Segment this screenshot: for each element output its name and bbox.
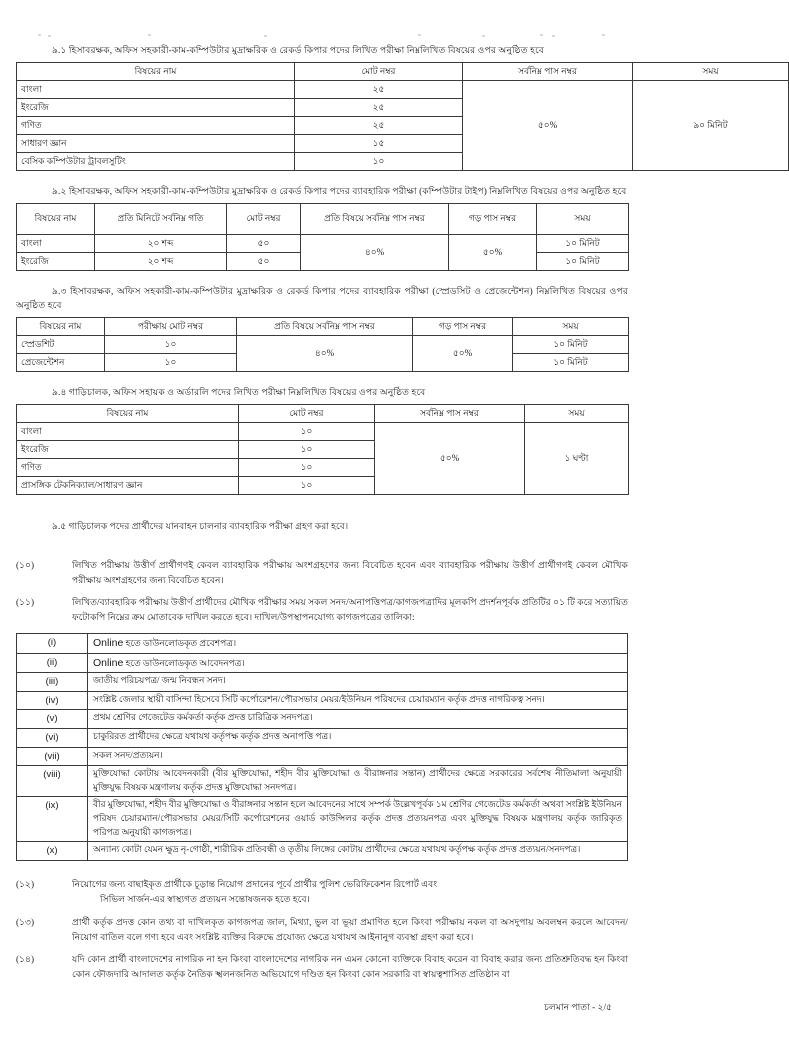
col-total-marks: পরীক্ষায় মোট নম্বর (105, 317, 237, 335)
col-subject-name: বিষয়ের নাম (17, 317, 105, 335)
col-total-marks: মোট নম্বর (239, 404, 375, 422)
row-text (88, 634, 628, 653)
exam-table-9-2 (16, 203, 629, 271)
col-duration: সময় (525, 404, 629, 422)
list-item (17, 653, 628, 672)
row-text: অন্যান্য কোটা যেমন ক্ষুদ্র নৃ-গোষ্ঠী, শারীরিক প্রতিবন্ধী ও তৃতীয় লিঙ্গের কোটায় প্রার্থীদের ক্ষেত্রে যথাযথ কর্তৃপক্ষ কর্তৃক প্রদত্ত প্রত্যয়ন/সনদপত্র। (88, 842, 628, 861)
section-heading-9-3: ৯.৩ হিসাবরক্ষক, অফিস সহকারী-কাম-কম্পিউটার মুদ্রাক্ষরিক ও রেকর্ড কিপার পদের ব্যাবহারিক পরীক্ষা (স্প্রেডসিট ও প্রেজেন্টেশন) নিম্নলিখিত বিষয়ের ওপর অনুষ্ঠিত হবে (16, 285, 628, 310)
spacer (16, 509, 628, 519)
cell-subject: স্প্রেডশিট (17, 335, 105, 353)
col-subject-name: বিষয়ের নাম (17, 404, 239, 422)
col-average-pass: গড় পাস নম্বর (449, 203, 537, 234)
list-item (17, 797, 628, 842)
row-numeral: (iv) (17, 691, 88, 710)
cell-duration: ৯০ মিনিট (633, 80, 789, 170)
cell-speed: ২০ শব্দ (95, 234, 227, 252)
cell-marks: ২৫ (295, 98, 463, 116)
spacer (16, 542, 628, 558)
row-text: জাতীয় পরিচয়পত্র/ জন্ম নিবন্ধন সনদ। (88, 672, 628, 691)
exam-table-9-4 (16, 404, 629, 495)
cell-subject: বাংলা (17, 234, 95, 252)
col-subject-pass: প্রতি বিষয়ে সর্বনিম্ন পাস নম্বর (301, 203, 449, 234)
col-total-marks: মোট নম্বর (295, 62, 463, 80)
col-duration: সময় (513, 317, 629, 335)
exam-table-9-1 (16, 62, 789, 171)
clause-number: (১৩) (16, 916, 35, 927)
section-heading-9-1: ৯.১ হিসাবরক্ষক, অফিস সহকারী-কাম-কম্পিউটার মুদ্রাক্ষরিক ও রেকর্ড কিপার পদের লিখিত পরীক্ষা নিম্নলিখিত বিষয়ের ওপর অনুষ্ঠিত হবে (52, 45, 544, 55)
table-row (17, 335, 629, 353)
col-subject-name: বিষয়ের নাম (17, 62, 295, 80)
cell-subject: প্রাসঙ্গিক টেকনিক্যাল/সাধারণ জ্ঞান (17, 476, 239, 494)
row-text: সকল সনদ/প্রত্যয়ন। (88, 747, 628, 766)
cell-subject: বাংলা (17, 80, 295, 98)
cell-average-pass: ৫০% (449, 234, 537, 270)
clause-text: যদি কোন প্রার্থী বাংলাদেশের নাগরিক না হন কিংবা বাংলাদেশের নাগরিক নন এমন কোনো ব্যক্তিকে বিবাহ করেন বা বিবাহ করার জন্য প্রতিশ্রুতিবদ্ধ হন কিংবা কোন ফৌজদারি আদালত কর্তৃক নৈতিক স্খলনজনিত অভিযোগে দণ্ডিত হন কিংবা কোন সরকারি বা স্বায়ত্বশাসিত প্রতিষ্ঠান বা (72, 954, 628, 980)
cell-marks: ১০ (105, 353, 237, 371)
row-text: মুক্তিযোদ্ধা কোটায় আবেদনকারী (বীর মুক্তিযোদ্ধা, শহীদ বীর মুক্তিযোদ্ধা ও বীরাঙ্গনার সন্তান) প্রার্থীদের ক্ষেত্রে সরকারের সর্বশেষ নীতিমালা অনুযায়ী মুক্তিযুদ্ধ বিষয়ক মন্ত্রণালয় কর্তৃক প্রদত্ত মুক্তিযোদ্ধা সনদপত্র। (88, 766, 628, 797)
table-header-row (17, 62, 789, 80)
list-item (17, 728, 628, 747)
exam-table-9-3 (16, 317, 629, 372)
row-text-latin: Online (93, 656, 124, 669)
section-heading-9-4: ৯.৪ গাড়িচালক, অফিস সহায়ক ও অর্ডারলি পদের লিখিত পরীক্ষা নিম্নলিখিত বিষয়ের ওপর অনুষ্ঠিত হবে (52, 386, 426, 397)
clause-text: লিখিত পরীক্ষায় উত্তীর্ণ প্রার্থীগণই কেবল ব্যাবহারিক পরীক্ষায় অংশগ্রহণের জন্য বিবেচিত হবেন এবং ব্যাবহারিক পরীক্ষায় উত্তীর্ণ প্রার্থীগণই কেবল মৌখিক পরীক্ষায় অংশগ্রহণের জন্য বিবেচিত হবেন। (72, 559, 628, 585)
list-item (17, 634, 628, 653)
cell-marks: ৫০ (227, 234, 301, 252)
document-body (16, 44, 728, 990)
row-text: বীর মুক্তিযোদ্ধা, শহীদ বীর মুক্তিযোদ্ধা ও বীরাঙ্গনার সন্তান হলে আবেদনের সাথে সম্পর্ক উল্লেখপূর্বক ১ম শ্রেণির গেজেটেড কর্মকর্তা অথবা সংশ্লিষ্ট ইউনিয়ন পরিষদ চেয়ারম্যান/পৌরসভার মেয়র/সিটি কর্পোরেশনের ওয়ার্ড কাউন্সিলর কর্তৃক প্রদত্ত প্রত্যয়নপত্র এবং মুক্তিযুদ্ধ বিষয়ক মন্ত্রণালয় কর্তৃক জারিকৃত পরিপত্র অনুযায়ী কাগজপত্র। (88, 797, 628, 842)
cell-subject: ইংরেজি (17, 98, 295, 116)
clause-number: (১৪) (16, 954, 35, 965)
table-row (17, 234, 629, 252)
col-average-pass: গড় পাস নম্বর (413, 317, 513, 335)
cell-subject-pass: ৪০% (237, 335, 413, 371)
cell-marks: ১৫ (295, 134, 463, 152)
clause-number: (১০) (16, 559, 35, 570)
table-row (17, 80, 789, 98)
cell-marks: ১০ (105, 335, 237, 353)
row-text-latin: Online (93, 637, 124, 650)
cell-subject: সাধারণ জ্ঞান (17, 134, 295, 152)
clause-11 (16, 595, 628, 625)
cell-average-pass: ৫০% (413, 335, 513, 371)
cell-marks: ২৫ (295, 116, 463, 134)
cell-duration: ১০ মিনিট (537, 234, 629, 252)
row-numeral: (v) (17, 710, 88, 729)
row-numeral: (viii) (17, 766, 88, 797)
page-continuation-note: চলমান পাতা - ২/৫ (544, 1002, 612, 1012)
table-header-row (17, 203, 629, 234)
list-item (17, 691, 628, 710)
row-text: চাকুরিরত প্রার্থীদের ক্ষেত্রে যথাযথ কর্তৃপক্ষ কর্তৃক প্রদত্ত অনাপত্তি পত্র। (88, 728, 628, 747)
section-heading-9-2: ৯.২ হিসাবরক্ষক, অফিস সহকারী-কাম-কম্পিউটার মুদ্রাক্ষরিক ও রেকর্ড কিপার পদের ব্যাবহারিক পরীক্ষা (কম্পিউটার টাইপ) নিম্নলিখিত বিষয়ের ওপর অনুষ্ঠিত হবে (52, 186, 627, 197)
clause-text: প্রার্থী কর্তৃক প্রদত্ত কোন তথ্য বা দাখিলকৃত কাগজপত্র জাল, মিথ্যা, ভুল বা ভূয়া প্রমাণিত হলে কিংবা পরীক্ষায় নকল বা অসদুপায় অবলম্বন করলে আবেদন/নিয়োগ বাতিল বলে গণ্য হবে এবং সংশ্লিষ্ট ব্যক্তির বিরুদ্ধে প্রযোজ্য ক্ষেত্রে যথাযথ আইনানুগ ব্যবস্থা গ্রহণ করা হবে। (72, 916, 628, 942)
clause-14 (16, 952, 628, 982)
clause-10 (16, 558, 628, 588)
row-text (88, 653, 628, 672)
cell-pass-mark: ৫০% (463, 80, 633, 170)
row-numeral: (ii) (17, 653, 88, 672)
table-header-row (17, 317, 629, 335)
col-min-speed: প্রতি মিনিটে সর্বনিম্ন গতি (95, 203, 227, 234)
table-row (17, 422, 629, 440)
required-documents-table (16, 633, 628, 861)
cell-subject: গণিত (17, 458, 239, 476)
row-text: সংশ্লিষ্ট জেলার স্থায়ী বাসিন্দা হিসেবে সিটি কর্পোরেশন/পৌরসভার মেয়র/ইউনিয়ন পরিষদের চেয়ারম্যান কর্তৃক প্রদত্ত নাগরিকত্ব সনদ। (88, 691, 628, 710)
col-total-marks: মোট নম্বর (227, 203, 301, 234)
cell-marks: ১০ (295, 153, 463, 171)
cell-subject: বেসিক কম্পিউটার ট্রাবলসুটিং (17, 153, 295, 171)
col-duration: সময় (537, 203, 629, 234)
row-numeral: (vii) (17, 747, 88, 766)
list-item (17, 842, 628, 861)
cell-marks: ২৫ (295, 80, 463, 98)
clause-text-line2: সিভিল সার্জন-এর স্বাস্থ্যগত প্রত্যয়ন সন্তোষজনক হতে হবে। (100, 893, 310, 904)
row-numeral: (i) (17, 634, 88, 653)
cell-subject: ইংরেজি (17, 252, 95, 270)
col-duration: সময় (633, 62, 789, 80)
row-numeral: (ix) (17, 797, 88, 842)
cell-speed: ২০ শব্দ (95, 252, 227, 270)
clause-12 (16, 877, 628, 907)
cell-marks: ১০ (239, 458, 375, 476)
list-item (17, 766, 628, 797)
row-numeral: (iii) (17, 672, 88, 691)
cell-subject: বাংলা (17, 422, 239, 440)
row-text-bengali: হতে ডাউনলোডকৃত আবেদনপত্র। (123, 657, 245, 668)
cell-subject-pass: ৪০% (301, 234, 449, 270)
cell-duration: ১০ মিনিট (513, 335, 629, 353)
col-min-pass-marks: সর্বনিম্ন পাস নম্বর (375, 404, 525, 422)
row-numeral: (vi) (17, 728, 88, 747)
row-text-bengali: হতে ডাউনলোডকৃত প্রবেশপত্র। (123, 638, 237, 649)
col-subject-pass: প্রতি বিষয়ে সর্বনিম্ন পাস নম্বর (237, 317, 413, 335)
col-subject-name: বিষয়ের নাম (17, 203, 95, 234)
cell-subject: প্রেজেন্টেশন (17, 353, 105, 371)
list-item (17, 747, 628, 766)
clause-13 (16, 915, 628, 945)
row-text: প্রথম শ্রেণির গেজেটেড কর্মকর্তা কর্তৃক প্রদত্ত চারিত্রিক সনদপত্র। (88, 710, 628, 729)
list-item (17, 710, 628, 729)
cell-duration: ১ ঘণ্টা (525, 422, 629, 494)
list-item (17, 672, 628, 691)
cell-subject: ইংরেজি (17, 440, 239, 458)
cell-marks: ১০ (239, 440, 375, 458)
cell-duration: ১০ মিনিট (537, 252, 629, 270)
cell-duration: ১০ মিনিট (513, 353, 629, 371)
col-min-pass-marks: সর্বনিম্ন পাস নম্বর (463, 62, 633, 80)
clause-number: (১২) (16, 878, 35, 889)
cell-pass-mark: ৫০% (375, 422, 525, 494)
row-numeral: (x) (17, 842, 88, 861)
cell-marks: ৫০ (227, 252, 301, 270)
table-header-row (17, 404, 629, 422)
cell-marks: ১০ (239, 422, 375, 440)
section-text-9-5: ৯.৫ গাড়িচালক পদের প্রার্থীদের যানবাহন চালনার ব্যাবহারিক পরীক্ষা গ্রহণ করা হবে। (52, 520, 349, 531)
clause-text-line1: নিয়োগের জন্য বাছাইকৃত প্রার্থীকে চূড়ান্ত নিয়োগ প্রদানের পূর্বে প্রার্থীর পুলিশ ভেরিফিকেশন রিপোর্ট এবং (72, 878, 438, 889)
cell-marks: ১০ (239, 476, 375, 494)
scan-speckles (0, 34, 642, 40)
clause-number: (১১) (16, 597, 35, 608)
clause-text: লিখিত/ব্যাবহারিক পরীক্ষায় উত্তীর্ণ প্রার্থীদের মৌখিক পরীক্ষার সময় সকল সনদ/অনাপত্তিপত্র/কাগজপত্রাদির মূলকপি প্রদর্শনপূর্বক প্রতিটির ০১ টি করে সত্যায়িত ফটোকপি নিম্নের ক্রম মোতাবেক দাখিল করতে হবে। দাখিল/উপস্থাপনযোগ্য কাগজপত্রের তালিকা: (72, 597, 628, 623)
cell-subject: গণিত (17, 116, 295, 134)
